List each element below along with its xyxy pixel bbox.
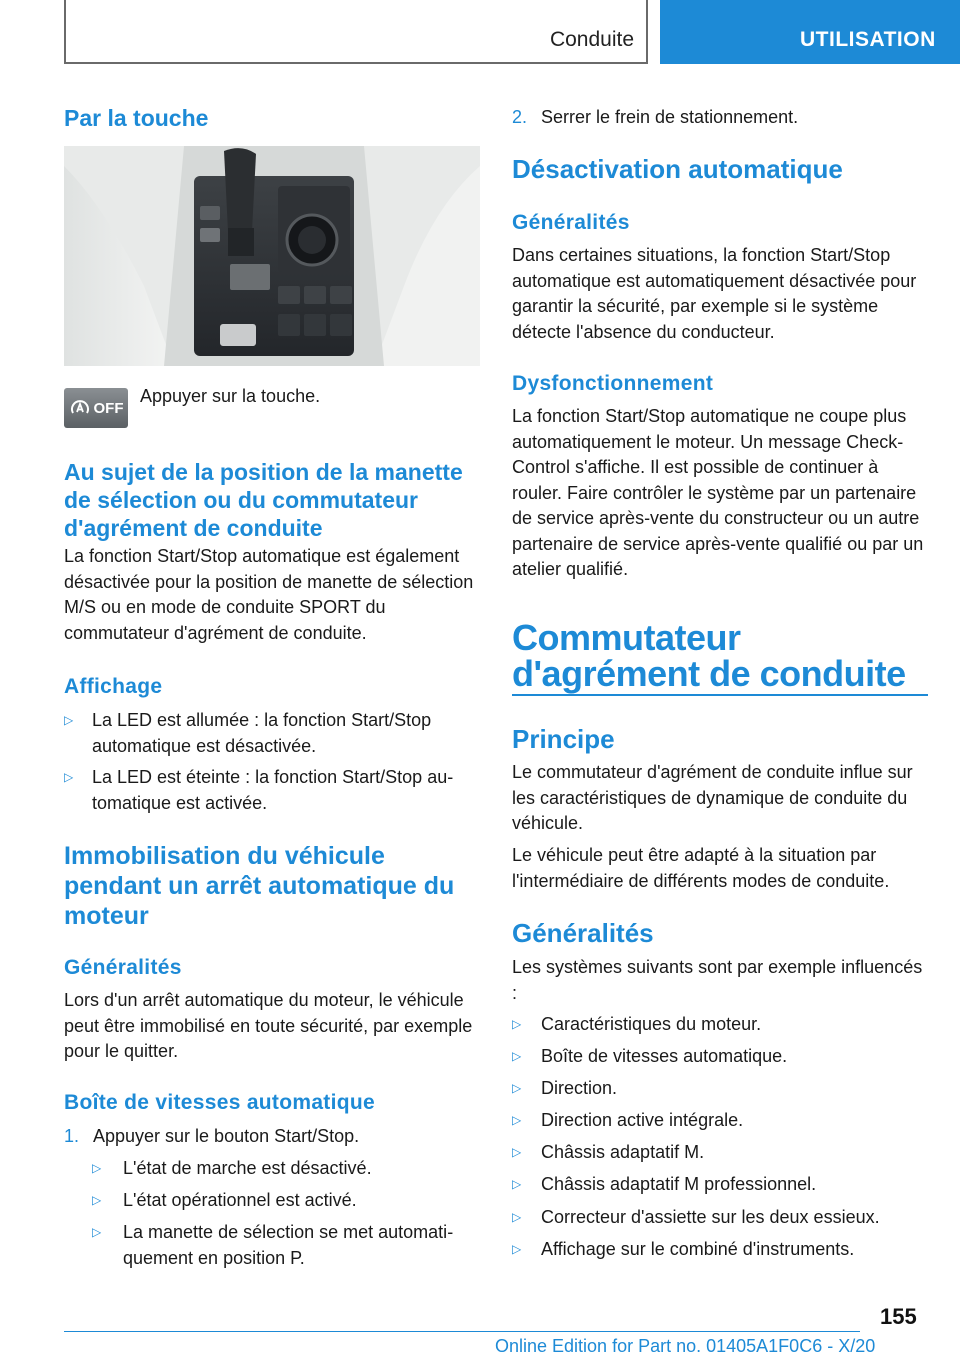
list-item-text: Affichage sur le combiné d'instruments. [541, 1239, 855, 1259]
list-item-text: Châssis adaptatif M professionnel. [541, 1174, 817, 1194]
center-console-illustration [64, 146, 480, 366]
step-text: Appuyer sur le bouton Start/Stop. [93, 1126, 360, 1146]
header-chapter-tab [660, 0, 960, 64]
list-item-text: La manette de sélection se met automatiquement en position P. [123, 1222, 454, 1268]
list-item-text: L'état opérationnel est activé. [123, 1190, 357, 1210]
heading-position-manette: Au sujet de la position de la manette de sélection ou du commutateur d'agrément de conduite [64, 459, 463, 541]
list-item [92, 1188, 480, 1214]
step-number: 1. [64, 1126, 80, 1146]
paragraph-generalites: Lors d'un arrêt automatique du moteur, le véhicule peut être immobilisé en toute sécurité, par exemple pour le quitter. [64, 990, 473, 1061]
section-rule [512, 694, 928, 696]
gear-selector-photo [64, 146, 480, 366]
heading-generalites: Généralités [512, 211, 630, 234]
list-item [512, 1237, 928, 1263]
triangle-bullet-icon: ▷ [64, 770, 74, 784]
triangle-bullet-icon: ▷ [92, 1161, 102, 1175]
step-item [64, 1124, 480, 1150]
triangle-bullet-icon: ▷ [512, 1081, 522, 1095]
off-key-label: OFF [93, 399, 124, 417]
heading-affichage: Affichage [64, 675, 163, 698]
triangle-bullet-icon: ▷ [512, 1017, 522, 1031]
key-instruction: Appuyer sur la touche. [140, 386, 321, 406]
list-item-text: Boîte de vitesses automatique. [541, 1046, 788, 1066]
triangle-bullet-icon: ▷ [512, 1242, 522, 1256]
list-item-text: La LED est éteinte : la fonction Start/Stop automatique est activée. [92, 767, 454, 813]
list-item [64, 708, 480, 759]
triangle-bullet-icon: ▷ [512, 1145, 522, 1159]
heading-par-la-touche: Par la touche [64, 105, 209, 131]
heading-generalites: Généralités [64, 956, 182, 979]
paragraph-principe-1: Le commutateur d'agrément de conduite influe sur les caractéristiques de dynamique de conduite du véhicule. [512, 762, 913, 833]
paragraph-dysfonctionnement: La fonction Start/Stop automatique ne coupe plus automatiquement le moteur. Un message Check-Control s'affiche. Il est possible de continuer à rouler. Faire contrôler le système par un partenaire de service après-vente du constructeur ou un autre partenaire de service après-vente qualifié ou par un atelier qualifié. [512, 406, 924, 579]
triangle-bullet-icon: ▷ [512, 1210, 522, 1224]
paragraph-principe-2: Le véhicule peut être adapté à la situation par l'intermédiaire de différents modes de conduite. [512, 845, 890, 891]
triangle-bullet-icon: ▷ [92, 1193, 102, 1207]
step-number: 2. [512, 107, 528, 127]
list-item-text: L'état de marche est désactivé. [123, 1158, 372, 1178]
step-text: Serrer le frein de stationnement. [541, 107, 799, 127]
heading-boite-vitesses: Boîte de vitesses automatique [64, 1091, 375, 1114]
page-number: 155 [880, 1304, 917, 1329]
heading-principe: Principe [512, 724, 615, 754]
list-item-text: Correcteur d'assiette sur les deux essieux. [541, 1207, 880, 1227]
list-item-text: Caractéristiques du moteur. [541, 1014, 762, 1034]
header-chapter-title: UTILISATION [800, 28, 936, 51]
triangle-bullet-icon: ▷ [512, 1177, 522, 1191]
paragraph-generalites-2: Les systèmes suivants sont par exemple influencés : [512, 957, 923, 1003]
list-item [512, 1205, 928, 1231]
footer-rule [64, 1331, 860, 1332]
list-item-text: La LED est allumée : la fonction Start/Stop automatique est désactivée. [92, 710, 432, 756]
list-item [512, 1012, 928, 1038]
paragraph-generalites: Dans certaines situations, la fonction Start/Stop automatique est automatiquement désactivée pour garantir la sécurité, par exemple si le système détecte l'absence du conducteur. [512, 245, 917, 342]
auto-start-stop-off-key-icon [64, 388, 128, 428]
list-item [512, 1044, 928, 1070]
heading-immobilisation: Immobilisation du véhicule pendant un arrêt automatique du moteur [64, 842, 455, 930]
paragraph-position-manette: La fonction Start/Stop automatique est également désactivée pour la position de manette de sélection M/S ou en mode de conduite SPORT du commutateur d'agrément de conduite. [64, 546, 474, 643]
start-stop-symbol-icon [69, 397, 91, 419]
heading-commutateur: Commutateur d'agrément de conduite [512, 617, 906, 694]
step-item [512, 105, 928, 131]
list-item [92, 1156, 480, 1182]
triangle-bullet-icon: ▷ [512, 1049, 522, 1063]
header-section-title: Conduite [549, 28, 634, 51]
list-item [512, 1140, 928, 1166]
triangle-bullet-icon: ▷ [92, 1225, 102, 1239]
list-item-text: Châssis adaptatif M. [541, 1142, 705, 1162]
heading-desactivation: Désactivation automatique [512, 154, 843, 184]
header-section-box [64, 0, 648, 64]
list-item [512, 1172, 928, 1198]
list-item [64, 765, 480, 816]
list-item-text: Direction. [541, 1078, 618, 1098]
heading-dysfonctionnement: Dysfonctionnement [512, 372, 714, 395]
heading-generalites-2: Généralités [512, 918, 654, 948]
footer-edition: Online Edition for Part no. 01405A1F0C6 - X/20 [495, 1336, 876, 1356]
list-item [92, 1220, 480, 1271]
triangle-bullet-icon: ▷ [512, 1113, 522, 1127]
triangle-bullet-icon: ▷ [64, 713, 74, 727]
list-item [512, 1108, 928, 1134]
list-item-text: Direction active intégrale. [541, 1110, 744, 1130]
list-item [512, 1076, 928, 1102]
